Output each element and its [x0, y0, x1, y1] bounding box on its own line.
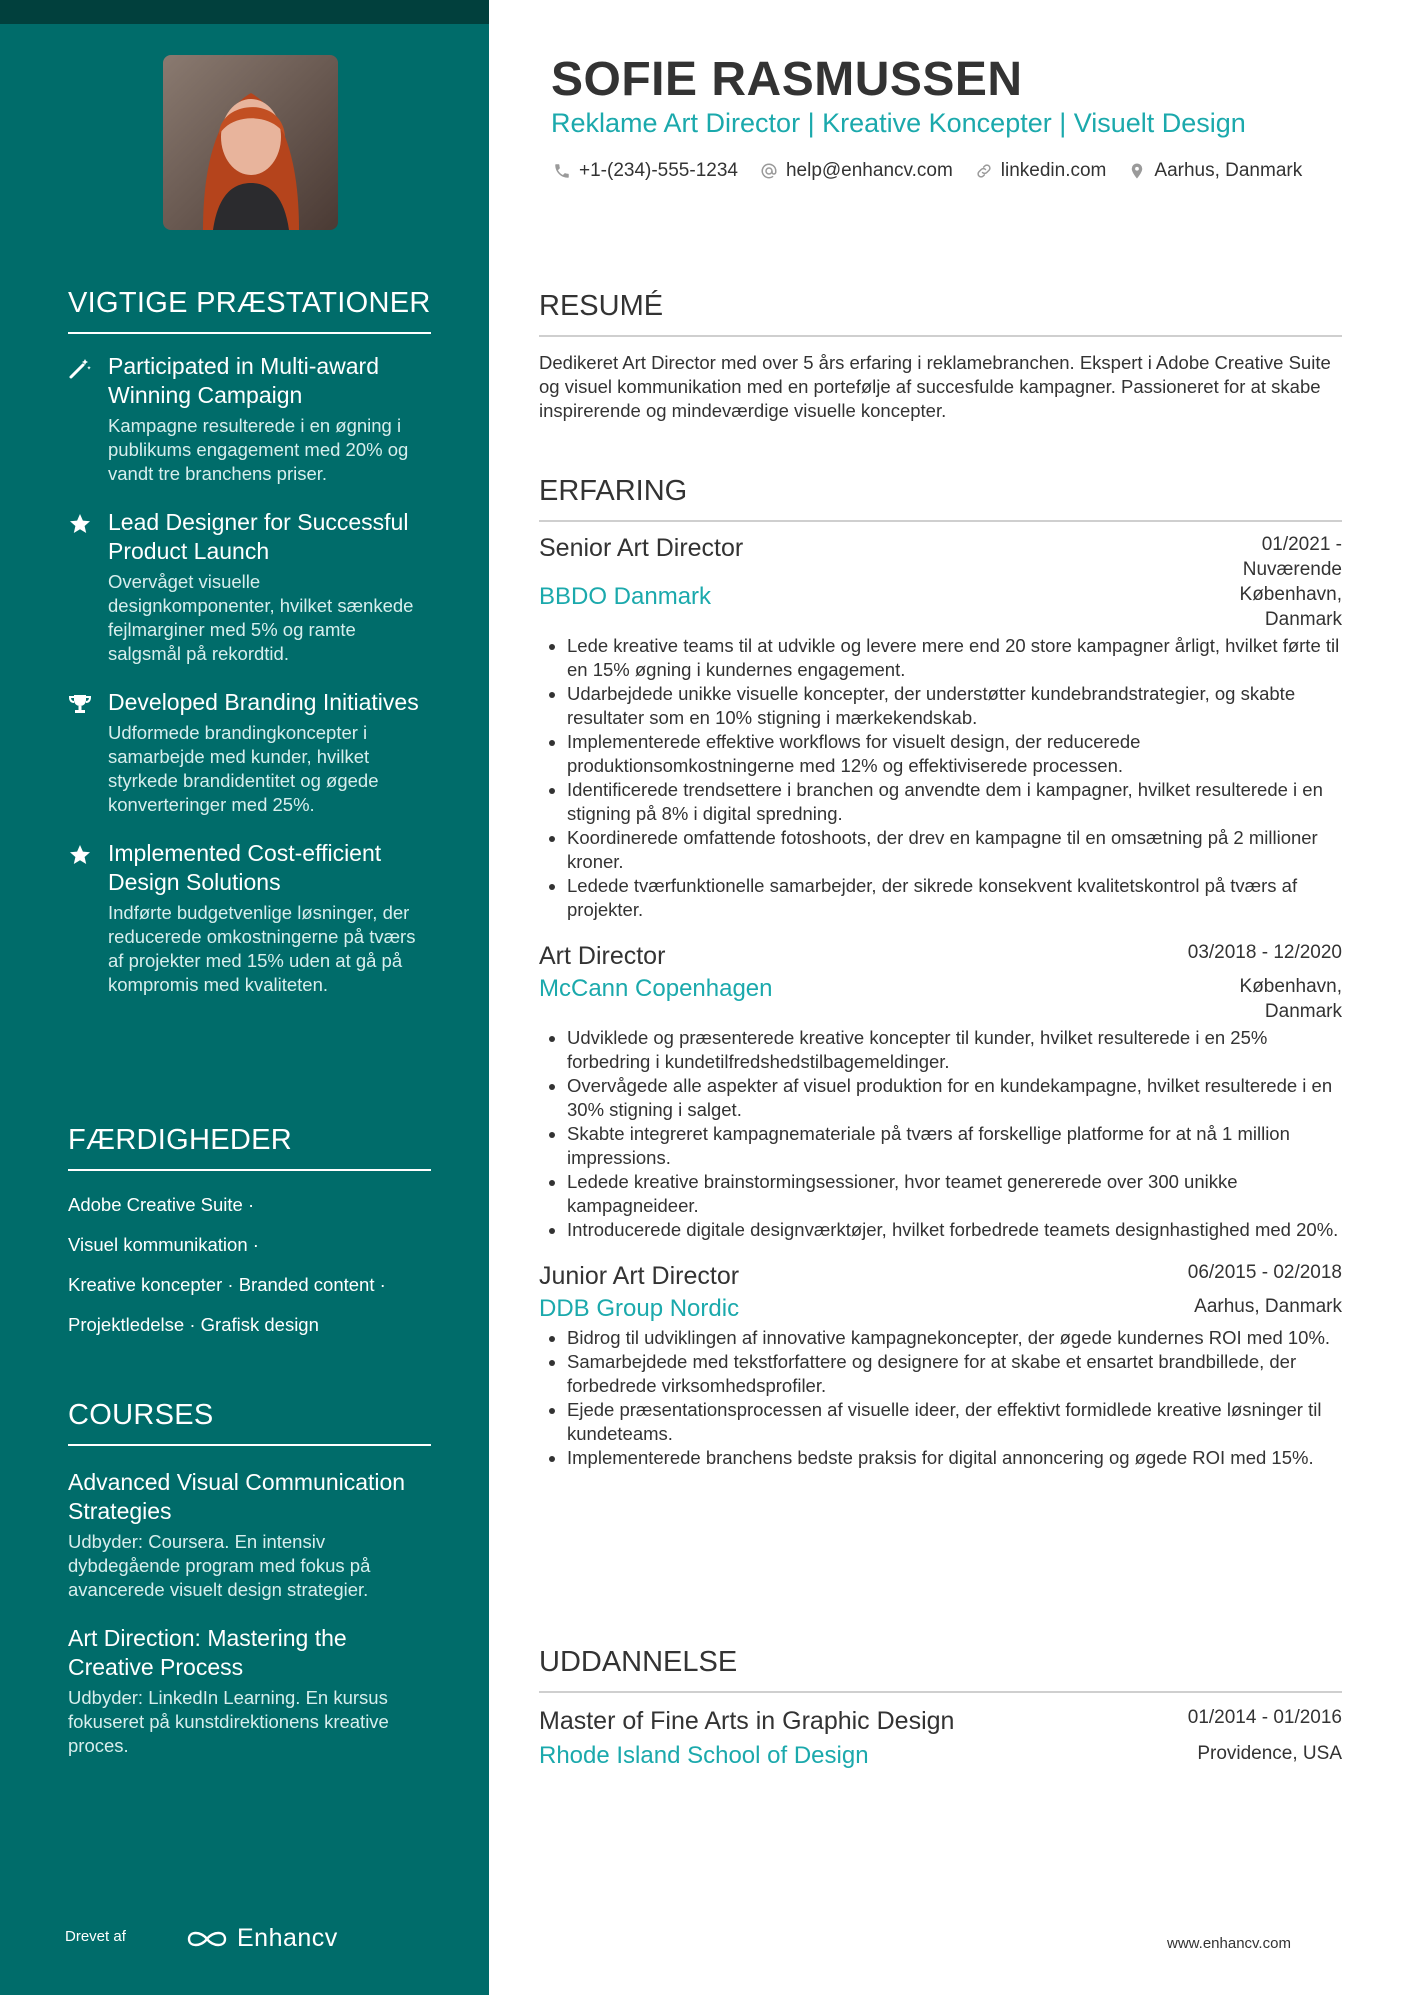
bullet-item: • Introducerede digitale designværktøjer, hvilket forbedrede teamets designhastighed med 20%. — [567, 1218, 1342, 1242]
bullet-item: • Samarbejdede med tekstforfattere og designere for at skabe et ensartet brandbillede, der forbedrede virksomhedsprofiler. — [567, 1350, 1342, 1398]
job-entry — [539, 940, 1342, 1242]
job-title: Art Director — [539, 942, 666, 970]
courses-section — [68, 1399, 431, 1758]
contact-location — [1128, 160, 1302, 182]
achievements-section — [68, 287, 431, 1019]
course-desc: Udbyder: Coursera. En intensiv dybdegående program med fokus på avancerede visuelt design strategier. — [68, 1531, 371, 1600]
achievement-item — [68, 839, 431, 997]
star-icon — [68, 512, 92, 536]
job-date-line: 01/2021 - — [1261, 534, 1342, 555]
bullet-item: • Ledede tværfunktionelle samarbejder, der sikrede konsekvent kvalitetskontrol på tværs af projekter. — [567, 874, 1342, 922]
course-desc: Udbyder: LinkedIn Learning. En kursus fokuseret på kunstdirektionens kreative proces. — [68, 1687, 389, 1756]
achievement-desc: Overvåget visuelle designkomponenter, hvilket sænkede fejlmarginer med 5% og ramte salgsmål på rekordtid. — [108, 571, 414, 664]
skills-title: FÆRDIGHEDER — [68, 1124, 431, 1171]
location-text: Aarhus, Danmark — [1154, 160, 1303, 181]
achievement-title: Developed Branding Initiatives — [108, 689, 419, 715]
skill-line: Adobe Creative Suite · — [68, 1194, 255, 1215]
bullet-item: • Identificerede trendsettere i branchen og anvendte dem i kampagner, hvilket resulterede i en stigning på 8% i digital spredning. — [567, 778, 1342, 826]
achievement-item — [68, 688, 431, 817]
job-title: Senior Art Director — [539, 534, 744, 562]
job-entry — [539, 532, 1342, 922]
course-item — [68, 1468, 431, 1602]
bullet-item: • Ledede kreative brainstormingsessioner, hvor teamet genererede over 300 unikke kampagneideer. — [567, 1170, 1342, 1218]
school-location: Providence, USA — [1197, 1743, 1342, 1764]
job-entry — [539, 1260, 1342, 1470]
course-title: Art Direction: Mastering the Creative Process — [68, 1625, 347, 1680]
summary-title: RESUMÉ — [539, 290, 1342, 337]
linkedin-text: linkedin.com — [1000, 160, 1107, 181]
achievement-item — [68, 508, 431, 666]
courses-title: COURSES — [68, 1399, 431, 1446]
education-section — [539, 1646, 1342, 1771]
job-location-line: København, — [1239, 584, 1342, 605]
achievement-title: Implemented Cost-efficient Design Solutions — [108, 840, 382, 895]
powered-by-label: Drevet af — [65, 1928, 126, 1945]
phone-text: +1-(234)-555-1234 — [579, 160, 738, 181]
contact-email[interactable] — [760, 160, 953, 182]
link-icon — [975, 162, 993, 180]
summary-text: Dedikeret Art Director med over 5 års erfaring i reklamebranchen. Ekspert i Adobe Creative Suite og visuel kommunikation med en portefølje af succesfulde kampagner. Passioneret for at skabe inspirerende og mindeværdige visuelle koncepter. — [539, 352, 1331, 421]
skill-line: Kreative koncepter · Branded content · — [68, 1274, 386, 1295]
job-location — [1240, 582, 1342, 632]
skills-section — [68, 1124, 431, 1353]
achievement-item — [68, 352, 431, 486]
bullet-item: • Koordinerede omfattende fotoshoots, der drev en kampagne til en omsætning på 2 millioner kroner. — [567, 826, 1342, 874]
job-date: 06/2015 - 02/2018 — [1187, 1262, 1342, 1283]
job-location-line: Danmark — [1264, 1001, 1342, 1022]
job-bullets — [539, 1326, 1342, 1470]
course-item — [68, 1624, 431, 1758]
phone-icon — [553, 162, 571, 180]
course-title: Advanced Visual Communication Strategies — [68, 1469, 406, 1524]
contact-info — [553, 160, 1333, 191]
achievement-desc: Kampagne resulterede i en øgning i publikums engagement med 20% og vandt tre branchens priser. — [108, 415, 409, 484]
sidebar-top-bar — [0, 0, 489, 24]
job-title: Junior Art Director — [539, 1262, 740, 1290]
bullet-item: • Bidrog til udviklingen af innovative kampagnekoncepter, der øgede kundernes ROI med 10%. — [567, 1326, 1342, 1350]
bullet-item: • Ejede præsentationsprocessen af visuelle ideer, der effektivt formidlede kreative løsninger til kundeteams. — [567, 1398, 1342, 1446]
job-bullets — [539, 1026, 1342, 1242]
achievement-title: Lead Designer for Successful Product Launch — [108, 509, 409, 564]
school-name: Rhode Island School of Design — [539, 1742, 869, 1769]
bullet-item: • Overvågede alle aspekter af visuel produktion for en kundekampagne, hvilket resulterede i en 30% stigning i salget. — [567, 1074, 1342, 1122]
enhancv-brand: Enhancv — [237, 1924, 338, 1952]
trophy-icon — [68, 692, 92, 716]
achievement-desc: Indførte budgetvenlige løsninger, der reducerede omkostningerne på tværs af projekter med 15% uden at gå på kompromis med kvaliteten. — [108, 902, 416, 995]
job-company: McCann Copenhagen — [539, 975, 773, 1002]
bullet-item: • Udarbejdede unikke visuelle koncepter, der understøtter kundebrandstrategier, og skabte resultater som en 10% stigning i mærkekendskab. — [567, 682, 1342, 730]
job-location: Aarhus, Danmark — [1194, 1296, 1342, 1317]
full-name: SOFIE RASMUSSEN — [551, 53, 1023, 106]
job-location — [1240, 974, 1342, 1024]
bullet-item: • Implementerede branchens bedste praksis for digital annoncering og øgede ROI med 15%. — [567, 1446, 1342, 1470]
footer-url[interactable]: www.enhancv.com — [1167, 1935, 1291, 1952]
education-date: 01/2014 - 01/2016 — [1187, 1707, 1342, 1728]
magic-wand-icon — [68, 356, 92, 380]
skill-line: Projektledelse · Grafisk design — [68, 1314, 319, 1335]
bullet-item: • Implementerede effektive workflows for visuelt design, der reducerede produktionsomkostningerne med 12% og effektiviserede processen. — [567, 730, 1342, 778]
bullet-item: • Skabte integreret kampagnemateriale på tværs af forskellige platforme for at nå 1 million impressions. — [567, 1122, 1342, 1170]
job-date — [1243, 532, 1342, 582]
job-bullets — [539, 634, 1342, 922]
experience-title: ERFARING — [539, 475, 1342, 522]
skill-line: Visuel kommunikation · — [68, 1234, 259, 1255]
at-icon — [760, 162, 778, 180]
enhancv-logo[interactable] — [185, 1924, 338, 1953]
avatar — [163, 55, 338, 230]
education-entry — [539, 1705, 1342, 1771]
bullet-item: • Udviklede og præsenterede kreative koncepter til kunder, hvilket resulterede i en 25% forbedring i kundetilfredshedstilbagemeldinger. — [567, 1026, 1342, 1074]
contact-linkedin[interactable] — [975, 160, 1107, 182]
headline: Reklame Art Director | Kreative Koncepter | Visuelt Design — [551, 108, 1246, 138]
job-date: 03/2018 - 12/2020 — [1187, 942, 1342, 963]
enhancv-logo-icon — [185, 1928, 229, 1950]
bullet-item: • Lede kreative teams til at udvikle og levere mere end 20 store kampagner årligt, hvilket førte til en 15% øgning i kundernes engagement. — [567, 634, 1342, 682]
achievement-desc: Udformede brandingkoncepter i samarbejde med kunder, hvilket styrkede brandidentitet og øgede konverteringer med 25%. — [108, 722, 379, 815]
email-text: help@enhancv.com — [785, 160, 953, 181]
degree-title: Master of Fine Arts in Graphic Design — [539, 1707, 955, 1735]
experience-section — [539, 475, 1342, 1470]
job-location-line: Danmark — [1264, 609, 1342, 630]
achievement-title: Participated in Multi-award Winning Campaign — [108, 353, 380, 408]
contact-phone[interactable] — [553, 160, 738, 182]
sidebar — [0, 0, 489, 1995]
star-icon — [68, 843, 92, 867]
education-title: UDDANNELSE — [539, 1646, 1342, 1693]
location-pin-icon — [1128, 162, 1146, 180]
job-location-line: København, — [1239, 976, 1342, 997]
summary-section — [539, 290, 1342, 423]
job-date-line: Nuværende — [1242, 559, 1342, 580]
job-company: BBDO Danmark — [539, 583, 712, 610]
achievements-title: VIGTIGE PRÆSTATIONER — [68, 287, 431, 334]
job-company: DDB Group Nordic — [539, 1295, 740, 1322]
